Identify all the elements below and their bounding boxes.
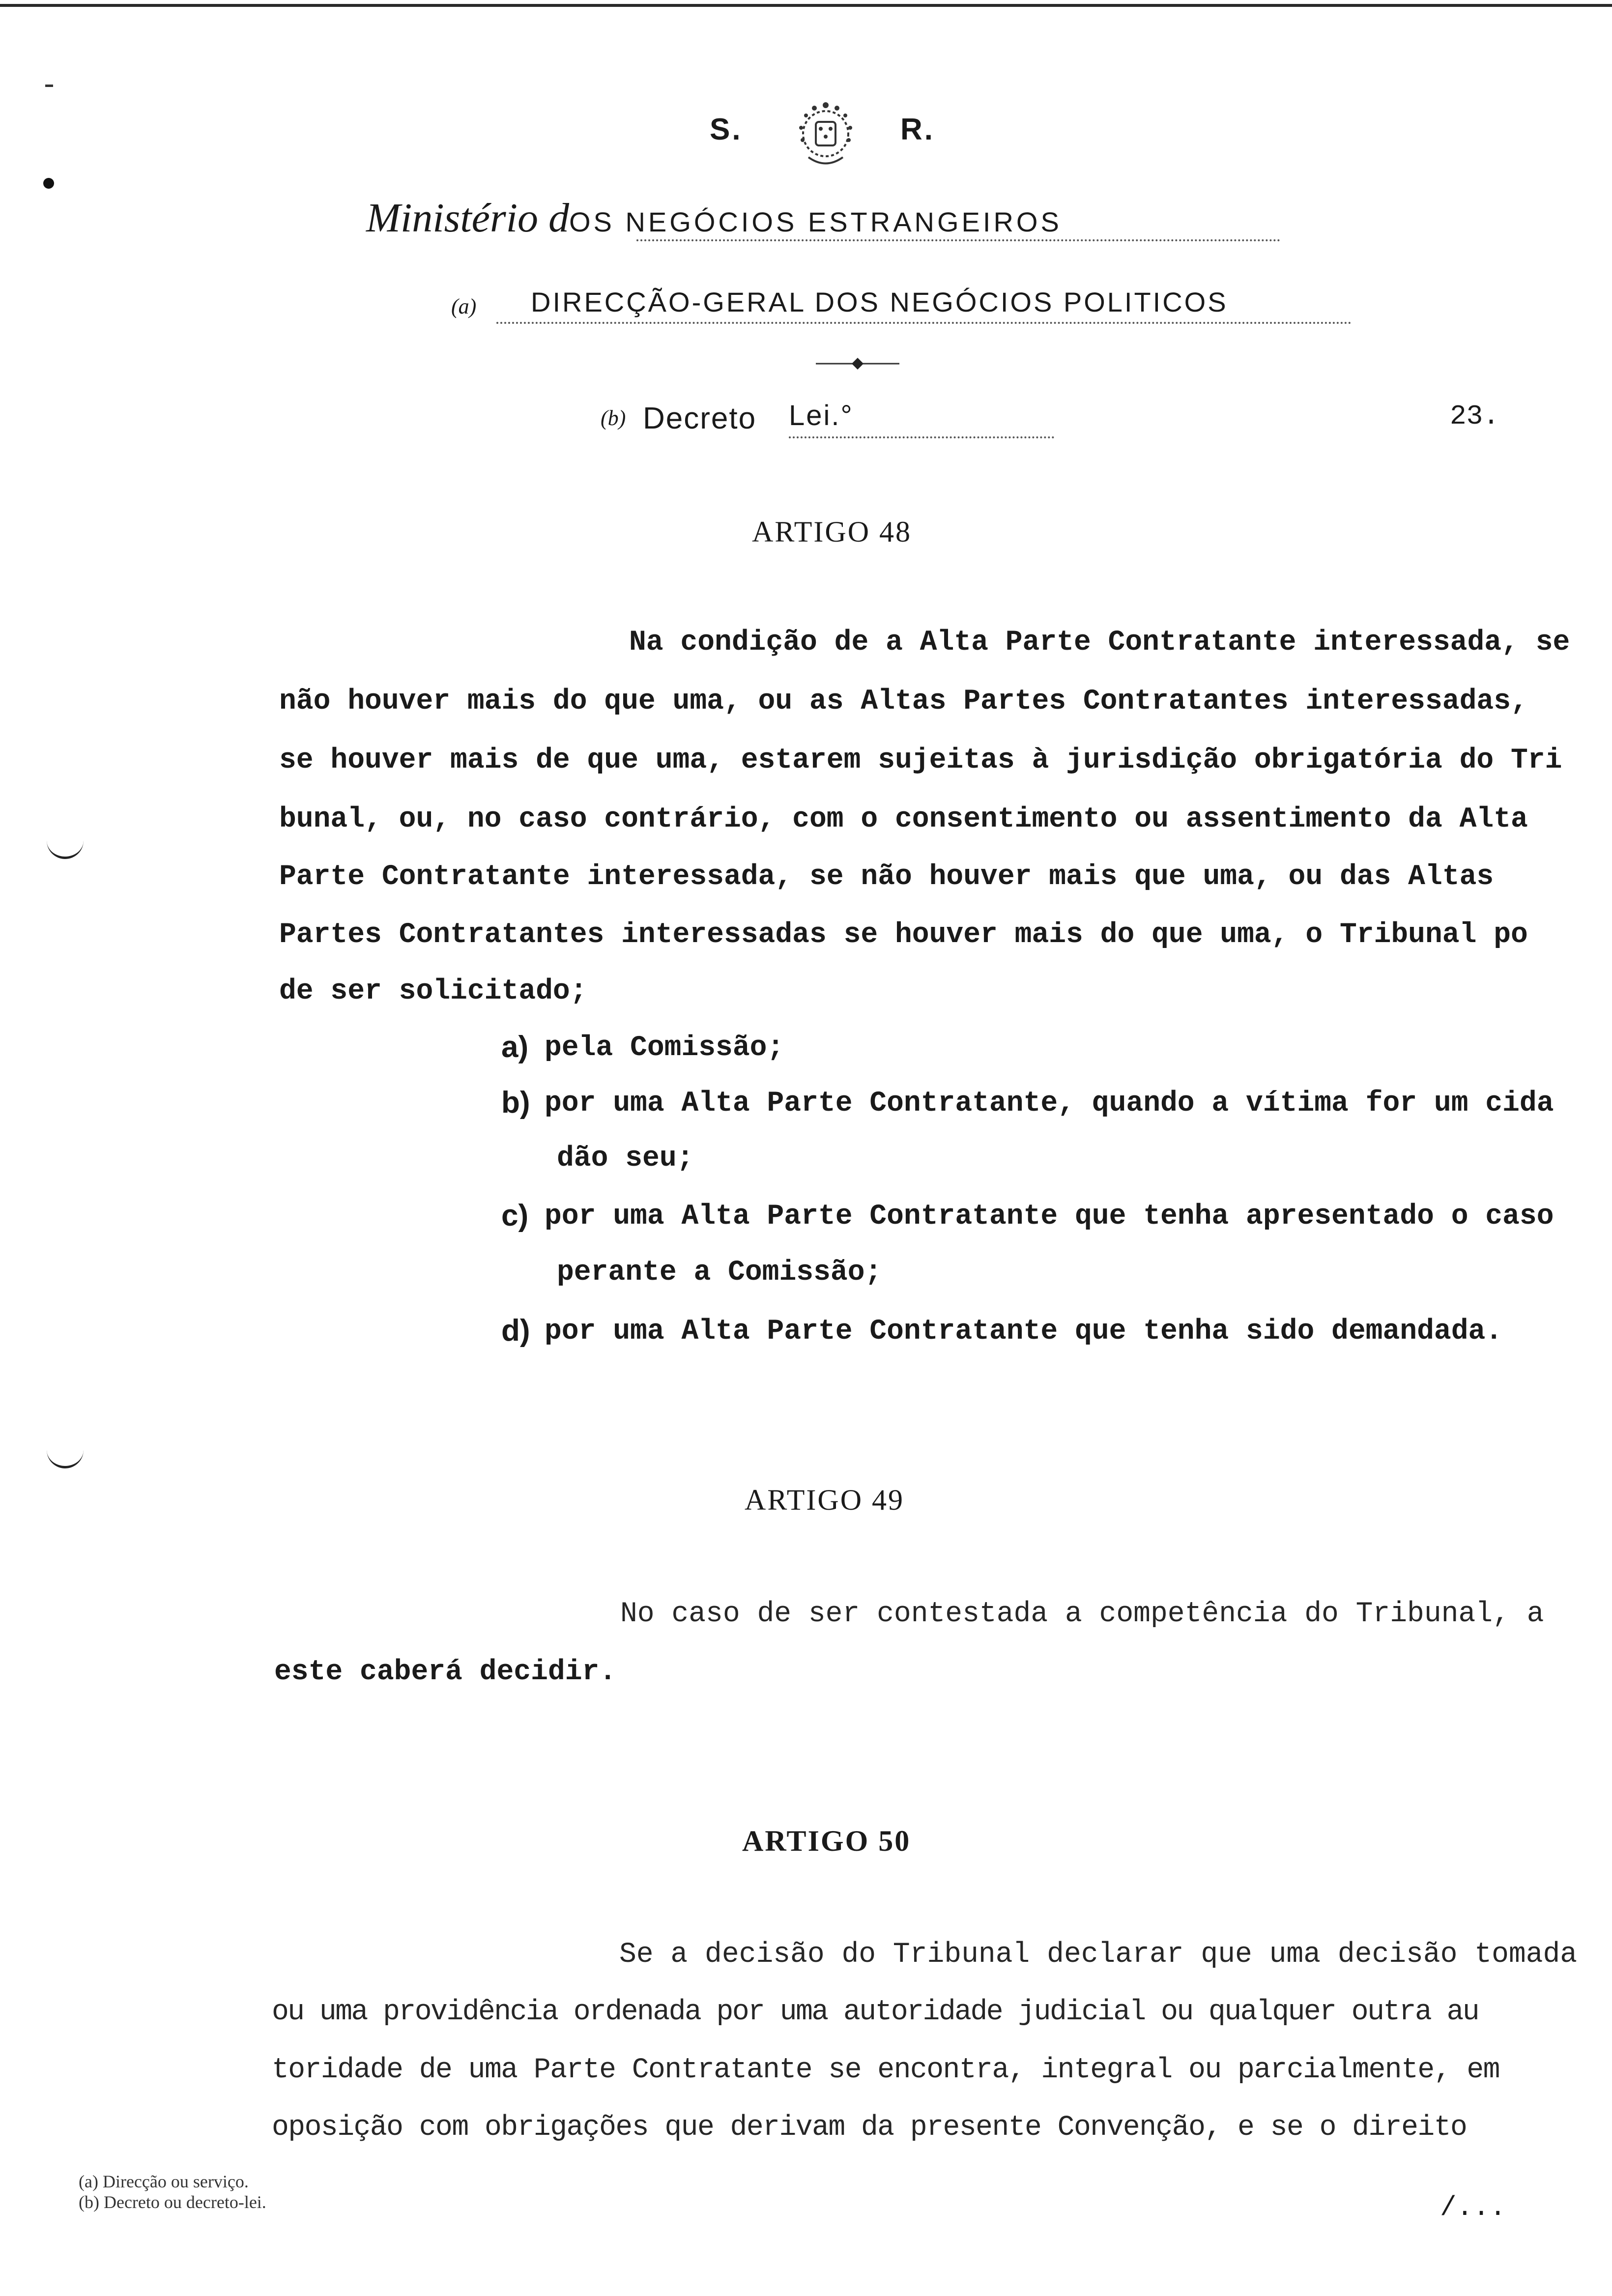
article-heading: ARTIGO 49 bbox=[745, 1484, 905, 1516]
ministry-office: OS NEGÓCIOS ESTRANGEIROS bbox=[569, 206, 1062, 237]
continuation-mark: /... bbox=[1440, 2192, 1506, 2223]
ministry-dotted-rule bbox=[636, 239, 1280, 241]
decreto-label: (b) bbox=[601, 406, 626, 430]
list-item-text: por uma Alta Parte Contratante que tenha apresentado o caso bbox=[545, 1201, 1554, 1233]
text-line: Na condição de a Alta Parte Contratante interessada, se bbox=[629, 627, 1570, 659]
text-line: não houver mais do que uma, ou as Altas Partes Contratantes interessadas, bbox=[279, 686, 1528, 718]
text-line: de ser solicitado; bbox=[279, 976, 587, 1007]
directorate-dotted-rule bbox=[496, 322, 1352, 324]
margin-dot bbox=[43, 178, 54, 189]
text-line: toridade de uma Parte Contratante se encontra, integral ou parcialmente, em bbox=[272, 2054, 1499, 2086]
footnote-b: (b) Decreto ou decreto-lei. bbox=[79, 2192, 266, 2212]
margin-curve-2 bbox=[47, 1447, 84, 1468]
text-line: ou uma providência ordenada por uma autoridade judicial ou qualquer outra au bbox=[272, 1996, 1479, 2028]
list-item-text: perante a Comissão; bbox=[557, 1257, 882, 1289]
text-line: Se a decisão do Tribunal declarar que uma decisão tomada bbox=[619, 1939, 1578, 1971]
header-s: S. bbox=[710, 113, 743, 146]
directorate-name: DIRECÇÃO-GERAL DOS NEGÓCIOS POLITICOS bbox=[531, 287, 1228, 317]
coat-of-arms-icon bbox=[779, 93, 872, 172]
text-line: se houver mais de que uma, estarem sujeitas à jurisdição obrigatória do Tri bbox=[279, 745, 1562, 776]
list-item-letter: d) bbox=[501, 1314, 530, 1348]
ministry-script: Ministério d bbox=[366, 195, 569, 241]
decreto-value: Lei.° bbox=[789, 400, 854, 431]
list-item-letter: b) bbox=[501, 1086, 530, 1119]
article-heading: ARTIGO 48 bbox=[752, 516, 912, 548]
page-number: 23. bbox=[1450, 401, 1499, 432]
decreto-dotted-rule bbox=[789, 436, 1054, 438]
decreto-word: Decreto bbox=[643, 402, 757, 435]
list-item-text: pela Comissão; bbox=[545, 1032, 784, 1064]
text-line: Partes Contratantes interessadas se houver mais do que uma, o Tribunal po bbox=[279, 919, 1528, 951]
text-line: este caberá decidir. bbox=[274, 1656, 617, 1688]
list-item-text: por uma Alta Parte Contratante, quando a vítima for um cida bbox=[545, 1088, 1554, 1119]
text-line: Parte Contratante interessada, se não houver mais que uma, ou das Altas bbox=[279, 861, 1494, 893]
header-r: R. bbox=[900, 113, 935, 146]
article-heading: ARTIGO 50 bbox=[742, 1825, 911, 1857]
ministry-line bbox=[366, 194, 1062, 242]
list-item-letter: c) bbox=[501, 1199, 529, 1233]
text-line: No caso de ser contestada a competência do Tribunal, a bbox=[620, 1598, 1544, 1630]
divider-ornament bbox=[816, 356, 899, 371]
margin-dash bbox=[45, 85, 53, 87]
text-line: bunal, ou, no caso contrário, com o consentimento ou assentimento da Alta bbox=[279, 804, 1528, 835]
list-item-letter: a) bbox=[501, 1030, 529, 1064]
list-item-text: dão seu; bbox=[557, 1143, 694, 1175]
footnote-a: (a) Direcção ou serviço. bbox=[79, 2172, 249, 2191]
margin-curve-1 bbox=[47, 838, 84, 859]
list-item-text: por uma Alta Parte Contratante que tenha sido demandada. bbox=[545, 1316, 1503, 1348]
dg-label: (a) bbox=[451, 294, 477, 318]
text-line: oposição com obrigações que derivam da presente Convenção, e se o direito bbox=[272, 2112, 1467, 2144]
page-top-rule bbox=[0, 4, 1612, 7]
